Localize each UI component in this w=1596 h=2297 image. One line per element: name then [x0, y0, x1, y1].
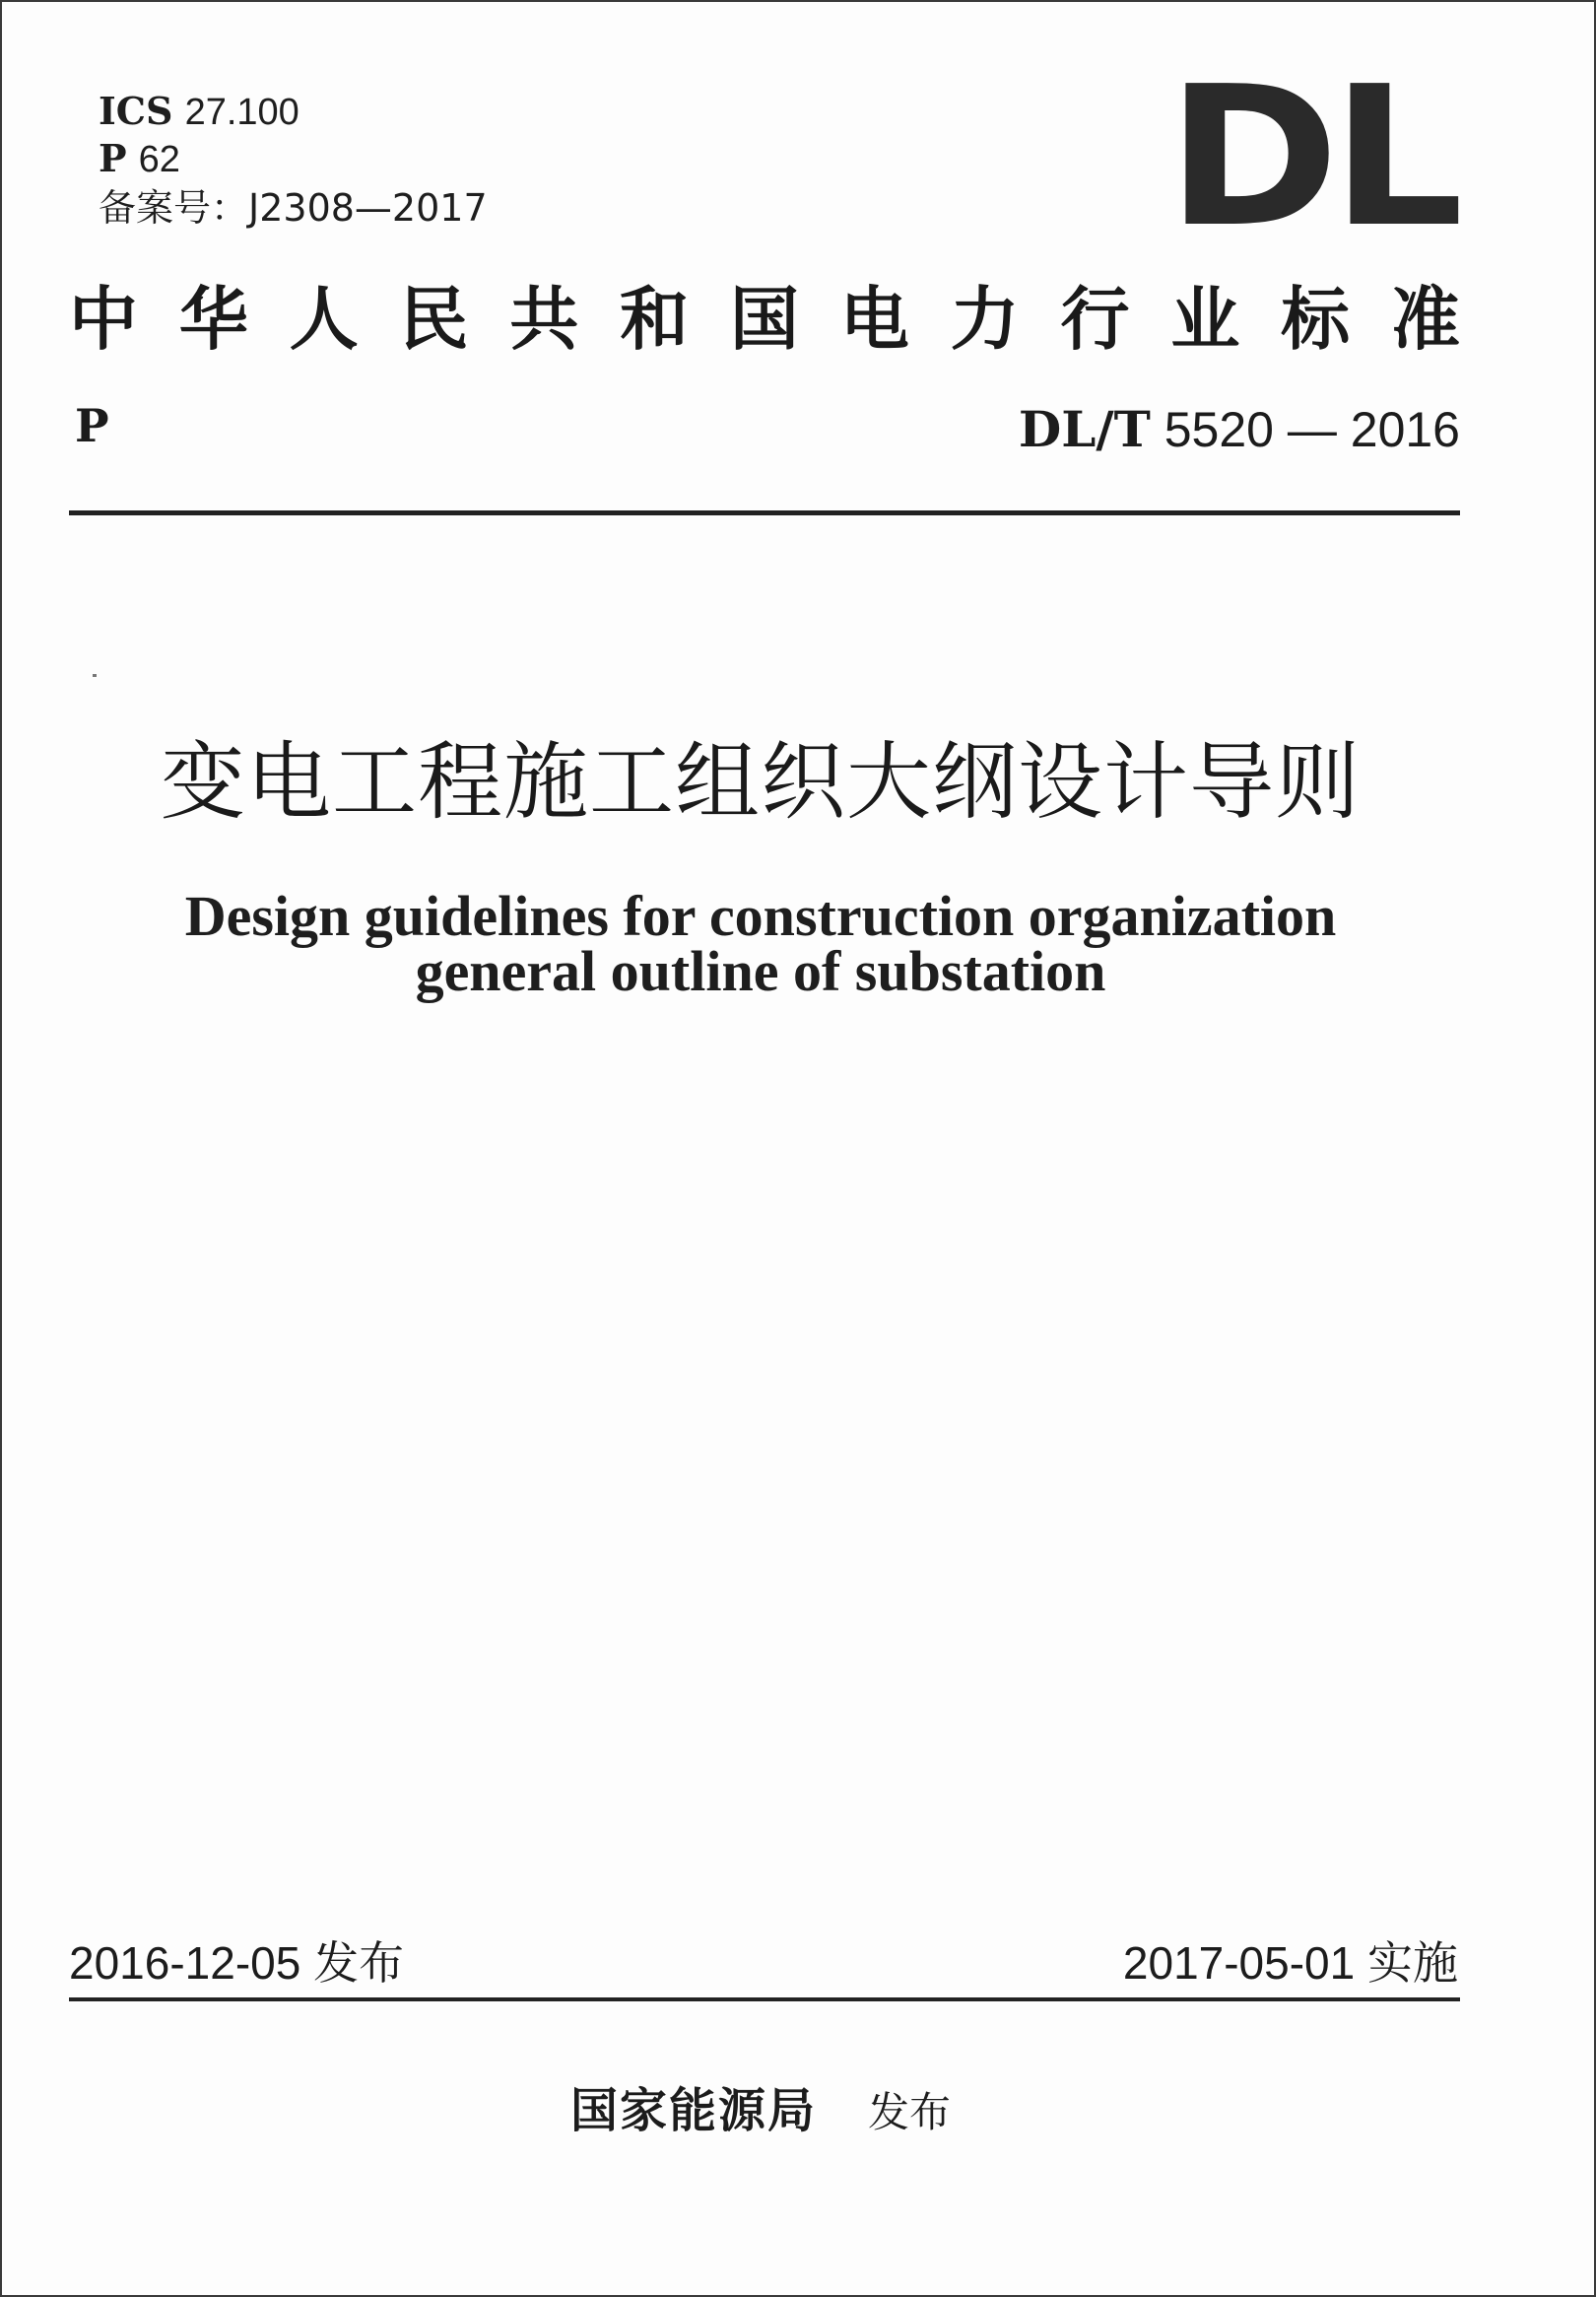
- print-speck: [93, 674, 97, 677]
- industry-char: 力: [950, 278, 1020, 360]
- industry-char: 国: [729, 278, 799, 360]
- standard-number: [1019, 400, 1460, 459]
- dl-logo: DL: [1166, 45, 1456, 270]
- standard-number-value: 5520 — 2016: [1164, 402, 1460, 457]
- industry-char: 共: [509, 278, 579, 360]
- document-title-chinese: 变电工程施工组织大纲设计导则: [161, 733, 1361, 832]
- title-english-line-1: Design guidelines for construction organization: [184, 884, 1337, 948]
- industry-char: 民: [399, 278, 469, 360]
- ics-code: [99, 89, 299, 135]
- industry-char: 华: [178, 278, 248, 360]
- issue-date: [69, 1935, 404, 1991]
- record-number: [99, 185, 488, 231]
- record-value: J2308—2017: [248, 186, 488, 230]
- industry-standard-title: [69, 280, 1460, 359]
- ics-label: ICS: [99, 89, 173, 133]
- title-english-line-2: general outline of substation: [415, 939, 1106, 1003]
- issue-date-label: 发布: [313, 1936, 405, 1990]
- industry-char: 标: [1281, 278, 1351, 360]
- classification-letter: P: [75, 399, 109, 452]
- classification-code: [99, 136, 180, 182]
- publisher-organization: 国家能源局: [569, 2083, 817, 2138]
- document-title-english: [2, 884, 1519, 1003]
- record-label: 备案号：: [99, 186, 249, 230]
- p-label: P: [99, 136, 127, 180]
- issue-date-value: 2016-12-05: [69, 1937, 301, 1989]
- implementation-date-value: 2017-05-01: [1122, 1937, 1356, 1989]
- industry-char: 行: [1060, 278, 1130, 360]
- implementation-date-label: 实施: [1367, 1936, 1458, 1990]
- implementation-date: [1123, 1935, 1458, 1991]
- ics-value: 27.100: [184, 92, 299, 133]
- industry-char: 和: [620, 278, 690, 360]
- industry-char: 准: [1390, 278, 1460, 360]
- industry-char: 电: [839, 278, 909, 360]
- publisher: [2, 2081, 1519, 2142]
- top-divider: [69, 510, 1460, 515]
- p-value: 62: [138, 139, 180, 180]
- industry-char: 人: [289, 278, 359, 360]
- industry-char: 中: [69, 278, 138, 360]
- industry-char: 业: [1170, 278, 1240, 360]
- standard-prefix: DL/T: [1018, 400, 1151, 458]
- bottom-divider: [69, 1997, 1460, 2001]
- publisher-action: 发布: [868, 2088, 952, 2136]
